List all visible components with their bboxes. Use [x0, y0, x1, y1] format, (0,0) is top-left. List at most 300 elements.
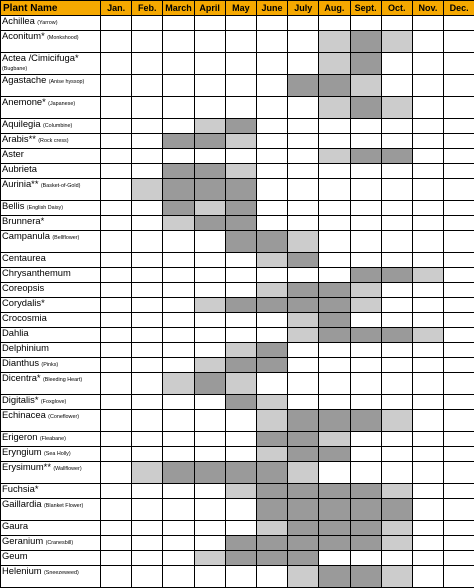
bloom-cell: [319, 373, 350, 395]
bloom-cell: [194, 31, 225, 53]
bloom-cell: [163, 53, 194, 75]
plant-name: Aurinia**: [2, 179, 38, 190]
bloom-cell: [288, 283, 319, 298]
bloom-cell: [194, 536, 225, 551]
bloom-cell: [444, 551, 474, 566]
bloom-cell: [350, 298, 381, 313]
bloom-cell: [288, 53, 319, 75]
bloom-cell: [256, 343, 287, 358]
plant-row: [1, 499, 474, 521]
bloom-cell: [319, 134, 350, 149]
bloom-cell: [381, 395, 412, 410]
plant-row: [1, 484, 474, 499]
bloom-cell: [350, 432, 381, 447]
plant-row: [1, 313, 474, 328]
plant-row: [1, 395, 474, 410]
bloom-cell: [101, 298, 132, 313]
header-row: [1, 1, 474, 16]
bloom-cell: [319, 484, 350, 499]
bloom-cell: [256, 179, 287, 201]
bloom-cell: [132, 231, 163, 253]
bloom-cell: [132, 328, 163, 343]
bloom-cell: [288, 462, 319, 484]
bloom-cell: [350, 313, 381, 328]
bloom-cell: [350, 75, 381, 97]
bloom-cell: [288, 16, 319, 31]
bloom-cell: [288, 253, 319, 268]
plant-name-cell: [1, 373, 101, 395]
plant-name: Dicentra*: [2, 373, 41, 384]
bloom-cell: [412, 149, 443, 164]
plant-row: [1, 231, 474, 253]
bloom-cell: [319, 75, 350, 97]
plant-row: [1, 373, 474, 395]
bloom-cell: [101, 201, 132, 216]
bloom-cell: [319, 521, 350, 536]
bloom-cell: [132, 358, 163, 373]
bloom-cell: [256, 164, 287, 179]
bloom-cell: [225, 462, 256, 484]
plant-row: [1, 358, 474, 373]
bloom-cell: [132, 566, 163, 588]
plant-common-name: (Cranesbill): [46, 540, 74, 546]
plant-row: [1, 283, 474, 298]
bloom-cell: [256, 313, 287, 328]
bloom-cell: [319, 343, 350, 358]
plant-row: [1, 432, 474, 447]
bloom-cell: [194, 410, 225, 432]
bloom-cell: [444, 373, 474, 395]
bloom-cell: [101, 566, 132, 588]
bloom-cell: [101, 462, 132, 484]
bloom-cell: [412, 395, 443, 410]
plant-name: Centaurea: [2, 253, 46, 264]
bloom-cell: [350, 268, 381, 283]
bloom-cell: [132, 134, 163, 149]
bloom-cell: [381, 97, 412, 119]
bloom-cell: [132, 179, 163, 201]
bloom-cell: [350, 343, 381, 358]
bloom-cell: [319, 97, 350, 119]
bloom-cell: [319, 432, 350, 447]
plant-rows: [1, 16, 474, 588]
bloom-cell: [350, 134, 381, 149]
bloom-cell: [132, 313, 163, 328]
bloom-cell: [225, 268, 256, 283]
bloom-cell: [319, 410, 350, 432]
bloom-cell: [225, 201, 256, 216]
plant-row: [1, 328, 474, 343]
plant-name-header: Plant Name: [1, 1, 101, 16]
bloom-cell: [319, 328, 350, 343]
bloom-cell: [412, 253, 443, 268]
bloom-cell: [194, 343, 225, 358]
bloom-cell: [256, 119, 287, 134]
bloom-cell: [288, 97, 319, 119]
bloom-cell: [101, 484, 132, 499]
month-header: May: [225, 1, 256, 16]
bloom-cell: [444, 134, 474, 149]
bloom-cell: [412, 462, 443, 484]
bloom-cell: [256, 566, 287, 588]
plant-common-name: (Monkshood): [47, 35, 78, 41]
plant-name-cell: [1, 231, 101, 253]
plant-name-cell: [1, 75, 101, 97]
bloom-cell: [163, 164, 194, 179]
bloom-cell: [225, 283, 256, 298]
bloom-cell: [444, 410, 474, 432]
bloom-cell: [288, 410, 319, 432]
bloom-cell: [319, 551, 350, 566]
plant-row: [1, 216, 474, 231]
plant-name-cell: [1, 343, 101, 358]
bloom-cell: [381, 31, 412, 53]
bloom-cell: [288, 432, 319, 447]
bloom-cell: [225, 484, 256, 499]
bloom-cell: [256, 395, 287, 410]
bloom-cell: [132, 16, 163, 31]
plant-name: Crocosmia: [2, 313, 47, 324]
bloom-cell: [163, 268, 194, 283]
plant-row: [1, 97, 474, 119]
bloom-cell: [381, 179, 412, 201]
plant-name: Corydalis*: [2, 298, 45, 309]
plant-name: Coreopsis: [2, 283, 44, 294]
bloom-cell: [319, 216, 350, 231]
bloom-cell: [381, 462, 412, 484]
bloom-cell: [444, 75, 474, 97]
bloom-cell: [288, 536, 319, 551]
plant-name: Brunnera*: [2, 216, 44, 227]
bloom-cell: [194, 253, 225, 268]
bloom-cell: [381, 16, 412, 31]
plant-row: [1, 134, 474, 149]
bloom-cell: [381, 298, 412, 313]
bloom-cell: [412, 536, 443, 551]
bloom-cell: [163, 432, 194, 447]
bloom-cell: [194, 521, 225, 536]
plant-name-cell: [1, 566, 101, 588]
bloom-cell: [225, 298, 256, 313]
plant-name: Aquilegia: [2, 119, 41, 130]
bloom-cell: [256, 499, 287, 521]
month-header: July: [288, 1, 319, 16]
bloom-cell: [412, 75, 443, 97]
plant-name-cell: [1, 134, 101, 149]
plant-row: [1, 343, 474, 358]
bloom-cell: [319, 395, 350, 410]
bloom-cell: [132, 462, 163, 484]
bloom-cell: [319, 536, 350, 551]
bloom-cell: [381, 536, 412, 551]
plant-name: Bellis: [2, 201, 24, 212]
bloom-cell: [256, 231, 287, 253]
bloom-cell: [256, 253, 287, 268]
plant-row: [1, 551, 474, 566]
bloom-cell: [163, 134, 194, 149]
bloom-cell: [412, 373, 443, 395]
bloom-cell: [163, 343, 194, 358]
bloom-cell: [412, 134, 443, 149]
bloom-cell: [319, 119, 350, 134]
bloom-cell: [288, 268, 319, 283]
bloom-cell: [132, 447, 163, 462]
plant-name-cell: [1, 149, 101, 164]
bloom-cell: [225, 521, 256, 536]
bloom-cell: [319, 462, 350, 484]
plant-common-name: (Bellflower): [52, 235, 79, 241]
bloom-cell: [381, 119, 412, 134]
plant-common-name: (Rock cress): [38, 138, 68, 144]
bloom-cell: [381, 231, 412, 253]
plant-row: [1, 149, 474, 164]
bloom-cell: [225, 164, 256, 179]
bloom-cell: [350, 328, 381, 343]
bloom-cell: [319, 298, 350, 313]
bloom-cell: [319, 31, 350, 53]
plant-common-name: (Coneflower): [48, 414, 79, 420]
bloom-cell: [101, 410, 132, 432]
plant-name: Erysimum**: [2, 462, 51, 473]
bloom-cell: [288, 521, 319, 536]
bloom-cell: [256, 328, 287, 343]
plant-row: [1, 53, 474, 75]
bloom-cell: [350, 31, 381, 53]
bloom-cell: [444, 231, 474, 253]
bloom-cell: [319, 253, 350, 268]
bloom-cell: [256, 97, 287, 119]
bloom-cell: [319, 283, 350, 298]
bloom-cell: [412, 53, 443, 75]
bloom-cell: [101, 231, 132, 253]
month-header: June: [256, 1, 287, 16]
bloom-cell: [225, 410, 256, 432]
bloom-cell: [225, 313, 256, 328]
bloom-cell: [225, 358, 256, 373]
bloom-cell: [288, 179, 319, 201]
plant-name-cell: [1, 328, 101, 343]
bloom-cell: [225, 373, 256, 395]
bloom-cell: [163, 313, 194, 328]
bloom-cell: [225, 75, 256, 97]
bloom-cell: [444, 283, 474, 298]
bloom-cell: [350, 499, 381, 521]
plant-name-cell: [1, 536, 101, 551]
bloom-cell: [163, 149, 194, 164]
bloom-cell: [225, 395, 256, 410]
bloom-cell: [288, 343, 319, 358]
bloom-cell: [288, 31, 319, 53]
bloom-cell: [381, 447, 412, 462]
bloom-cell: [132, 31, 163, 53]
bloom-cell: [101, 343, 132, 358]
bloom-cell: [225, 253, 256, 268]
bloom-cell: [225, 134, 256, 149]
bloom-cell: [412, 164, 443, 179]
plant-name-cell: [1, 313, 101, 328]
plant-name-cell: [1, 447, 101, 462]
month-header: Dec.: [444, 1, 474, 16]
bloom-cell: [194, 462, 225, 484]
bloom-cell: [163, 75, 194, 97]
bloom-cell: [101, 53, 132, 75]
plant-name-cell: [1, 216, 101, 231]
bloom-cell: [256, 432, 287, 447]
bloom-cell: [101, 253, 132, 268]
plant-common-name: (Sneezeweed): [44, 570, 79, 576]
bloom-cell: [101, 395, 132, 410]
bloom-cell: [101, 31, 132, 53]
plant-common-name: (Sea Holly): [44, 451, 71, 457]
plant-name-cell: [1, 395, 101, 410]
bloom-cell: [381, 373, 412, 395]
bloom-cell: [288, 373, 319, 395]
bloom-cell: [350, 373, 381, 395]
bloom-cell: [101, 536, 132, 551]
bloom-cell: [194, 283, 225, 298]
bloom-cell: [381, 410, 412, 432]
bloom-cell: [132, 268, 163, 283]
bloom-cell: [194, 268, 225, 283]
bloom-cell: [444, 216, 474, 231]
bloom-cell: [194, 566, 225, 588]
bloom-cell: [163, 283, 194, 298]
bloom-cell: [412, 447, 443, 462]
plant-row: [1, 462, 474, 484]
plant-name-cell: [1, 268, 101, 283]
bloom-cell: [256, 216, 287, 231]
bloom-cell: [256, 462, 287, 484]
bloom-cell: [319, 201, 350, 216]
bloom-cell: [225, 447, 256, 462]
bloom-cell: [101, 432, 132, 447]
bloom-cell: [350, 462, 381, 484]
bloom-cell: [163, 551, 194, 566]
plant-name: Eryngium: [2, 447, 42, 458]
bloom-cell: [444, 268, 474, 283]
bloom-cell: [288, 358, 319, 373]
plant-name: Echinacea: [2, 410, 46, 421]
bloom-cell: [132, 298, 163, 313]
bloom-cell: [319, 566, 350, 588]
bloom-cell: [381, 521, 412, 536]
month-header: Feb.: [132, 1, 163, 16]
bloom-cell: [225, 551, 256, 566]
bloom-cell: [101, 521, 132, 536]
plant-row: [1, 298, 474, 313]
bloom-cell: [381, 432, 412, 447]
plant-name: Dianthus: [2, 358, 39, 369]
bloom-cell: [101, 358, 132, 373]
bloom-cell: [132, 119, 163, 134]
bloom-cell: [132, 53, 163, 75]
bloom-cell: [412, 484, 443, 499]
bloom-cell: [163, 253, 194, 268]
bloom-cell: [225, 216, 256, 231]
plant-row: [1, 253, 474, 268]
plant-common-name: (Anise hyssop): [49, 79, 85, 85]
plant-row: [1, 16, 474, 31]
bloom-cell: [101, 328, 132, 343]
bloom-cell: [163, 447, 194, 462]
plant-name: Delphinium: [2, 343, 49, 354]
bloom-cell: [132, 253, 163, 268]
bloom-cell: [412, 566, 443, 588]
bloom-cell: [319, 16, 350, 31]
bloom-cell: [132, 201, 163, 216]
bloom-cell: [444, 536, 474, 551]
bloom-cell: [350, 149, 381, 164]
bloom-cell: [225, 16, 256, 31]
month-header: April: [194, 1, 225, 16]
bloom-cell: [163, 216, 194, 231]
bloom-cell: [444, 395, 474, 410]
bloom-cell: [163, 328, 194, 343]
bloom-cell: [350, 97, 381, 119]
bloom-cell: [163, 97, 194, 119]
plant-name-cell: [1, 283, 101, 298]
bloom-cell: [444, 462, 474, 484]
bloom-cell: [163, 566, 194, 588]
bloom-cell: [350, 358, 381, 373]
plant-name: Helenium: [2, 566, 42, 577]
bloom-cell: [444, 432, 474, 447]
bloom-cell: [225, 97, 256, 119]
bloom-cell: [412, 343, 443, 358]
bloom-cell: [163, 395, 194, 410]
bloom-cell: [444, 53, 474, 75]
bloom-cell: [225, 566, 256, 588]
bloom-cell: [194, 358, 225, 373]
month-header: Sept.: [350, 1, 381, 16]
bloom-cell: [288, 395, 319, 410]
bloom-cell: [256, 201, 287, 216]
bloom-cell: [381, 551, 412, 566]
bloom-cell: [444, 328, 474, 343]
bloom-cell: [319, 231, 350, 253]
bloom-cell: [225, 31, 256, 53]
bloom-cell: [288, 149, 319, 164]
bloom-cell: [412, 216, 443, 231]
bloom-cell: [256, 521, 287, 536]
bloom-cell: [444, 499, 474, 521]
plant-common-name: (Pinks): [41, 362, 58, 368]
bloom-cell: [194, 432, 225, 447]
bloom-cell: [194, 216, 225, 231]
bloom-cell: [350, 521, 381, 536]
bloom-cell: [319, 313, 350, 328]
plant-name-cell: [1, 179, 101, 201]
bloom-cell: [350, 53, 381, 75]
bloom-cell: [412, 31, 443, 53]
plant-name-cell: [1, 97, 101, 119]
bloom-cell: [101, 313, 132, 328]
bloom-cell: [412, 358, 443, 373]
bloom-cell: [194, 395, 225, 410]
bloom-cell: [350, 566, 381, 588]
plant-name-cell: [1, 201, 101, 216]
bloom-cell: [444, 521, 474, 536]
bloom-cell: [132, 521, 163, 536]
bloom-cell: [444, 97, 474, 119]
bloom-cell: [350, 410, 381, 432]
bloom-cell: [381, 149, 412, 164]
bloom-cell: [350, 16, 381, 31]
bloom-cell: [412, 97, 443, 119]
bloom-cell: [381, 164, 412, 179]
plant-row: [1, 119, 474, 134]
plant-name-cell: [1, 358, 101, 373]
